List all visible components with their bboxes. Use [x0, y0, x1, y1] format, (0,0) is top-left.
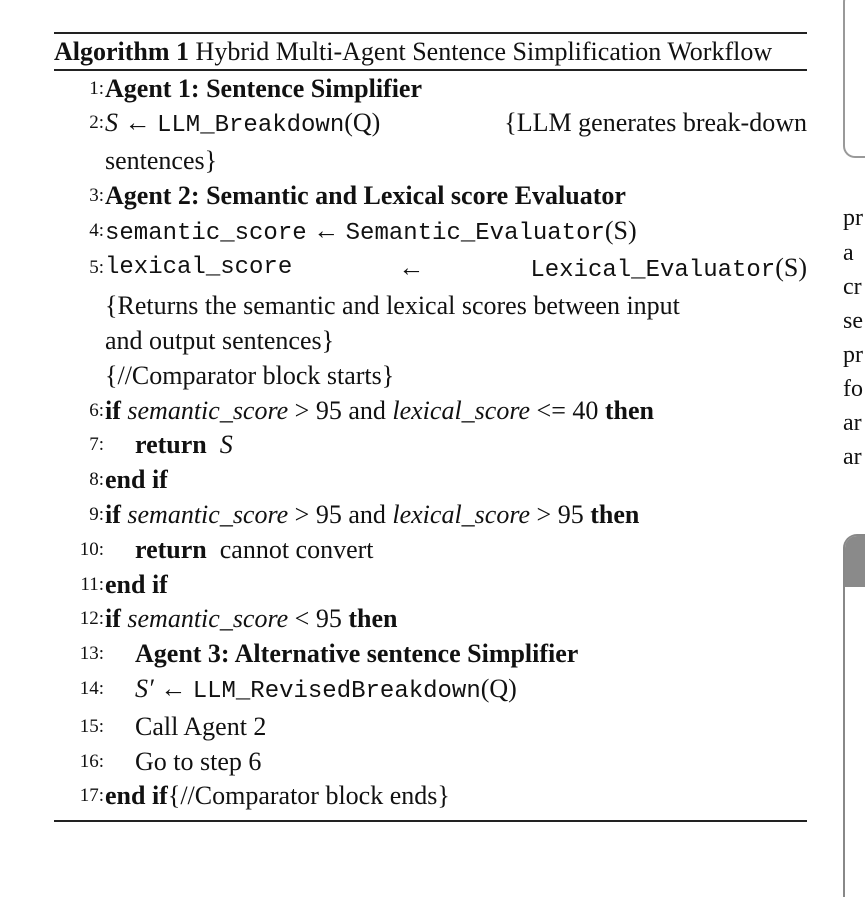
line-number: 4: [89, 219, 104, 241]
cropped-panel [843, 534, 865, 897]
text-fragment: cr [843, 274, 862, 300]
fn-llm-revised-breakdown: LLM_RevisedBreakdown [192, 678, 481, 706]
kw-return: return [135, 430, 207, 460]
return-value: S [219, 430, 233, 460]
algo-line-4 [54, 214, 807, 252]
algorithm-lines [54, 72, 807, 815]
step-text: Call Agent 2 [135, 711, 267, 741]
kw-end-if: end if [105, 781, 168, 811]
kw-then: then [590, 500, 640, 530]
algo-line-16 [54, 745, 807, 780]
lexical-score-cond: lexical_score [392, 395, 531, 425]
line-number: 8: [89, 469, 104, 491]
semantic-score-cond: semantic_score [127, 604, 289, 634]
condition-op: > 95 [530, 500, 591, 530]
fn-arg: (S) [775, 253, 807, 283]
algo-line-14 [54, 672, 807, 710]
comment-continuation: sentences} [105, 146, 218, 176]
semantic-score-var: semantic_score [105, 219, 307, 247]
lexical-score-cond: lexical_score [392, 500, 531, 530]
algo-line-13 [54, 637, 807, 672]
comment-returns-cont: and output sentences} [105, 326, 335, 356]
adjacent-column-fragment [843, 0, 865, 897]
text-fragment: pr [843, 205, 863, 231]
cropped-box [843, 0, 865, 158]
text-fragment: fo [843, 376, 863, 402]
text-fragment: a [843, 240, 854, 266]
fn-arg: (Q) [344, 108, 381, 138]
algorithm-label: Algorithm 1 [54, 37, 190, 66]
arrow: ← [118, 108, 157, 138]
caption-rule [54, 69, 807, 71]
kw-end-if: end if [105, 569, 168, 599]
top-rule [54, 32, 807, 34]
text-fragment: se [843, 308, 863, 334]
line-number: 6: [89, 399, 104, 421]
semantic-score-cond: semantic_score [127, 395, 289, 425]
algo-line-3 [54, 179, 807, 214]
arrow: ← [398, 253, 425, 283]
algo-line-15 [54, 710, 807, 745]
line-number: 17: [79, 785, 104, 807]
condition-op: < 95 [288, 604, 349, 634]
text-fragment: pr [843, 342, 863, 368]
fn-llm-breakdown: LLM_Breakdown [157, 112, 345, 140]
kw-return: return [135, 534, 207, 564]
kw-end-if: end if [105, 465, 168, 495]
condition-op: > 95 and [288, 395, 393, 425]
line-number: 10: [79, 538, 104, 560]
line-number: 7: [89, 434, 104, 456]
agent3-heading: Agent 3: Alternative sentence Simplifier [135, 639, 579, 669]
line-number: 9: [89, 504, 104, 526]
arrow: ← [153, 674, 193, 704]
kw-then: then [348, 604, 398, 634]
line-number: 16: [79, 750, 104, 772]
line-number: 2: [89, 112, 104, 134]
algo-line-12 [54, 602, 807, 637]
comment-returns: {Returns the semantic and lexical scores between input [105, 291, 680, 321]
fn-arg: (Q) [480, 674, 517, 704]
agent1-heading: Agent 1: Sentence Simplifier [105, 73, 423, 103]
line-number: 11: [80, 573, 104, 595]
algo-line-6 [54, 394, 807, 429]
kw-if: if [105, 395, 121, 425]
text-fragment: ar [843, 410, 862, 436]
line-number: 13: [79, 643, 104, 665]
algo-line-9 [54, 498, 807, 533]
algo-line-2 [54, 106, 807, 144]
text-fragment: ar [843, 444, 862, 470]
cropped-panel-header [845, 536, 865, 587]
fn-lexical-evaluator: Lexical_Evaluator [530, 257, 776, 285]
return-value: cannot convert [219, 534, 374, 564]
comment-comparator-start: {//Comparator block starts} [105, 360, 395, 390]
fn-semantic-evaluator: Semantic_Evaluator [345, 219, 605, 247]
fn-arg: (S) [604, 215, 637, 245]
comment: {LLM generates break-down [504, 108, 807, 138]
line-number: 1: [89, 77, 104, 99]
line-number: 14: [79, 678, 104, 700]
algorithm-title: Hybrid Multi-Agent Sentence Simplification Workflow [195, 37, 773, 66]
line-number: 12: [79, 608, 104, 630]
algo-line-17 [54, 779, 807, 814]
line-number: 3: [89, 184, 104, 206]
agent2-heading: Agent 2: Semantic and Lexical score Evaluator [105, 180, 626, 210]
condition-op: > 95 and [288, 500, 393, 530]
algo-line-10 [54, 533, 807, 568]
step-text: Go to step 6 [135, 746, 262, 776]
bottom-rule [54, 820, 807, 822]
line-number: 15: [79, 715, 104, 737]
line-number: 5: [89, 257, 104, 279]
algo-line-7 [54, 428, 807, 463]
algo-line-11 [54, 568, 807, 603]
condition-op: <= 40 [530, 395, 605, 425]
var-s-prime: S′ [135, 674, 154, 704]
var-s: S [105, 108, 118, 138]
arrow: ← [306, 215, 346, 245]
algo-line-5 [54, 251, 807, 289]
kw-then: then [604, 395, 654, 425]
comment-comparator-end: {//Comparator block ends} [167, 781, 450, 811]
algorithm-caption [54, 35, 807, 69]
algorithm-block [54, 32, 807, 822]
kw-if: if [105, 500, 121, 530]
algo-line-8 [54, 463, 807, 498]
lexical-score-var: lexical_score [105, 254, 293, 282]
kw-if: if [105, 604, 121, 634]
algo-line-1 [54, 72, 807, 107]
semantic-score-cond: semantic_score [127, 500, 289, 530]
